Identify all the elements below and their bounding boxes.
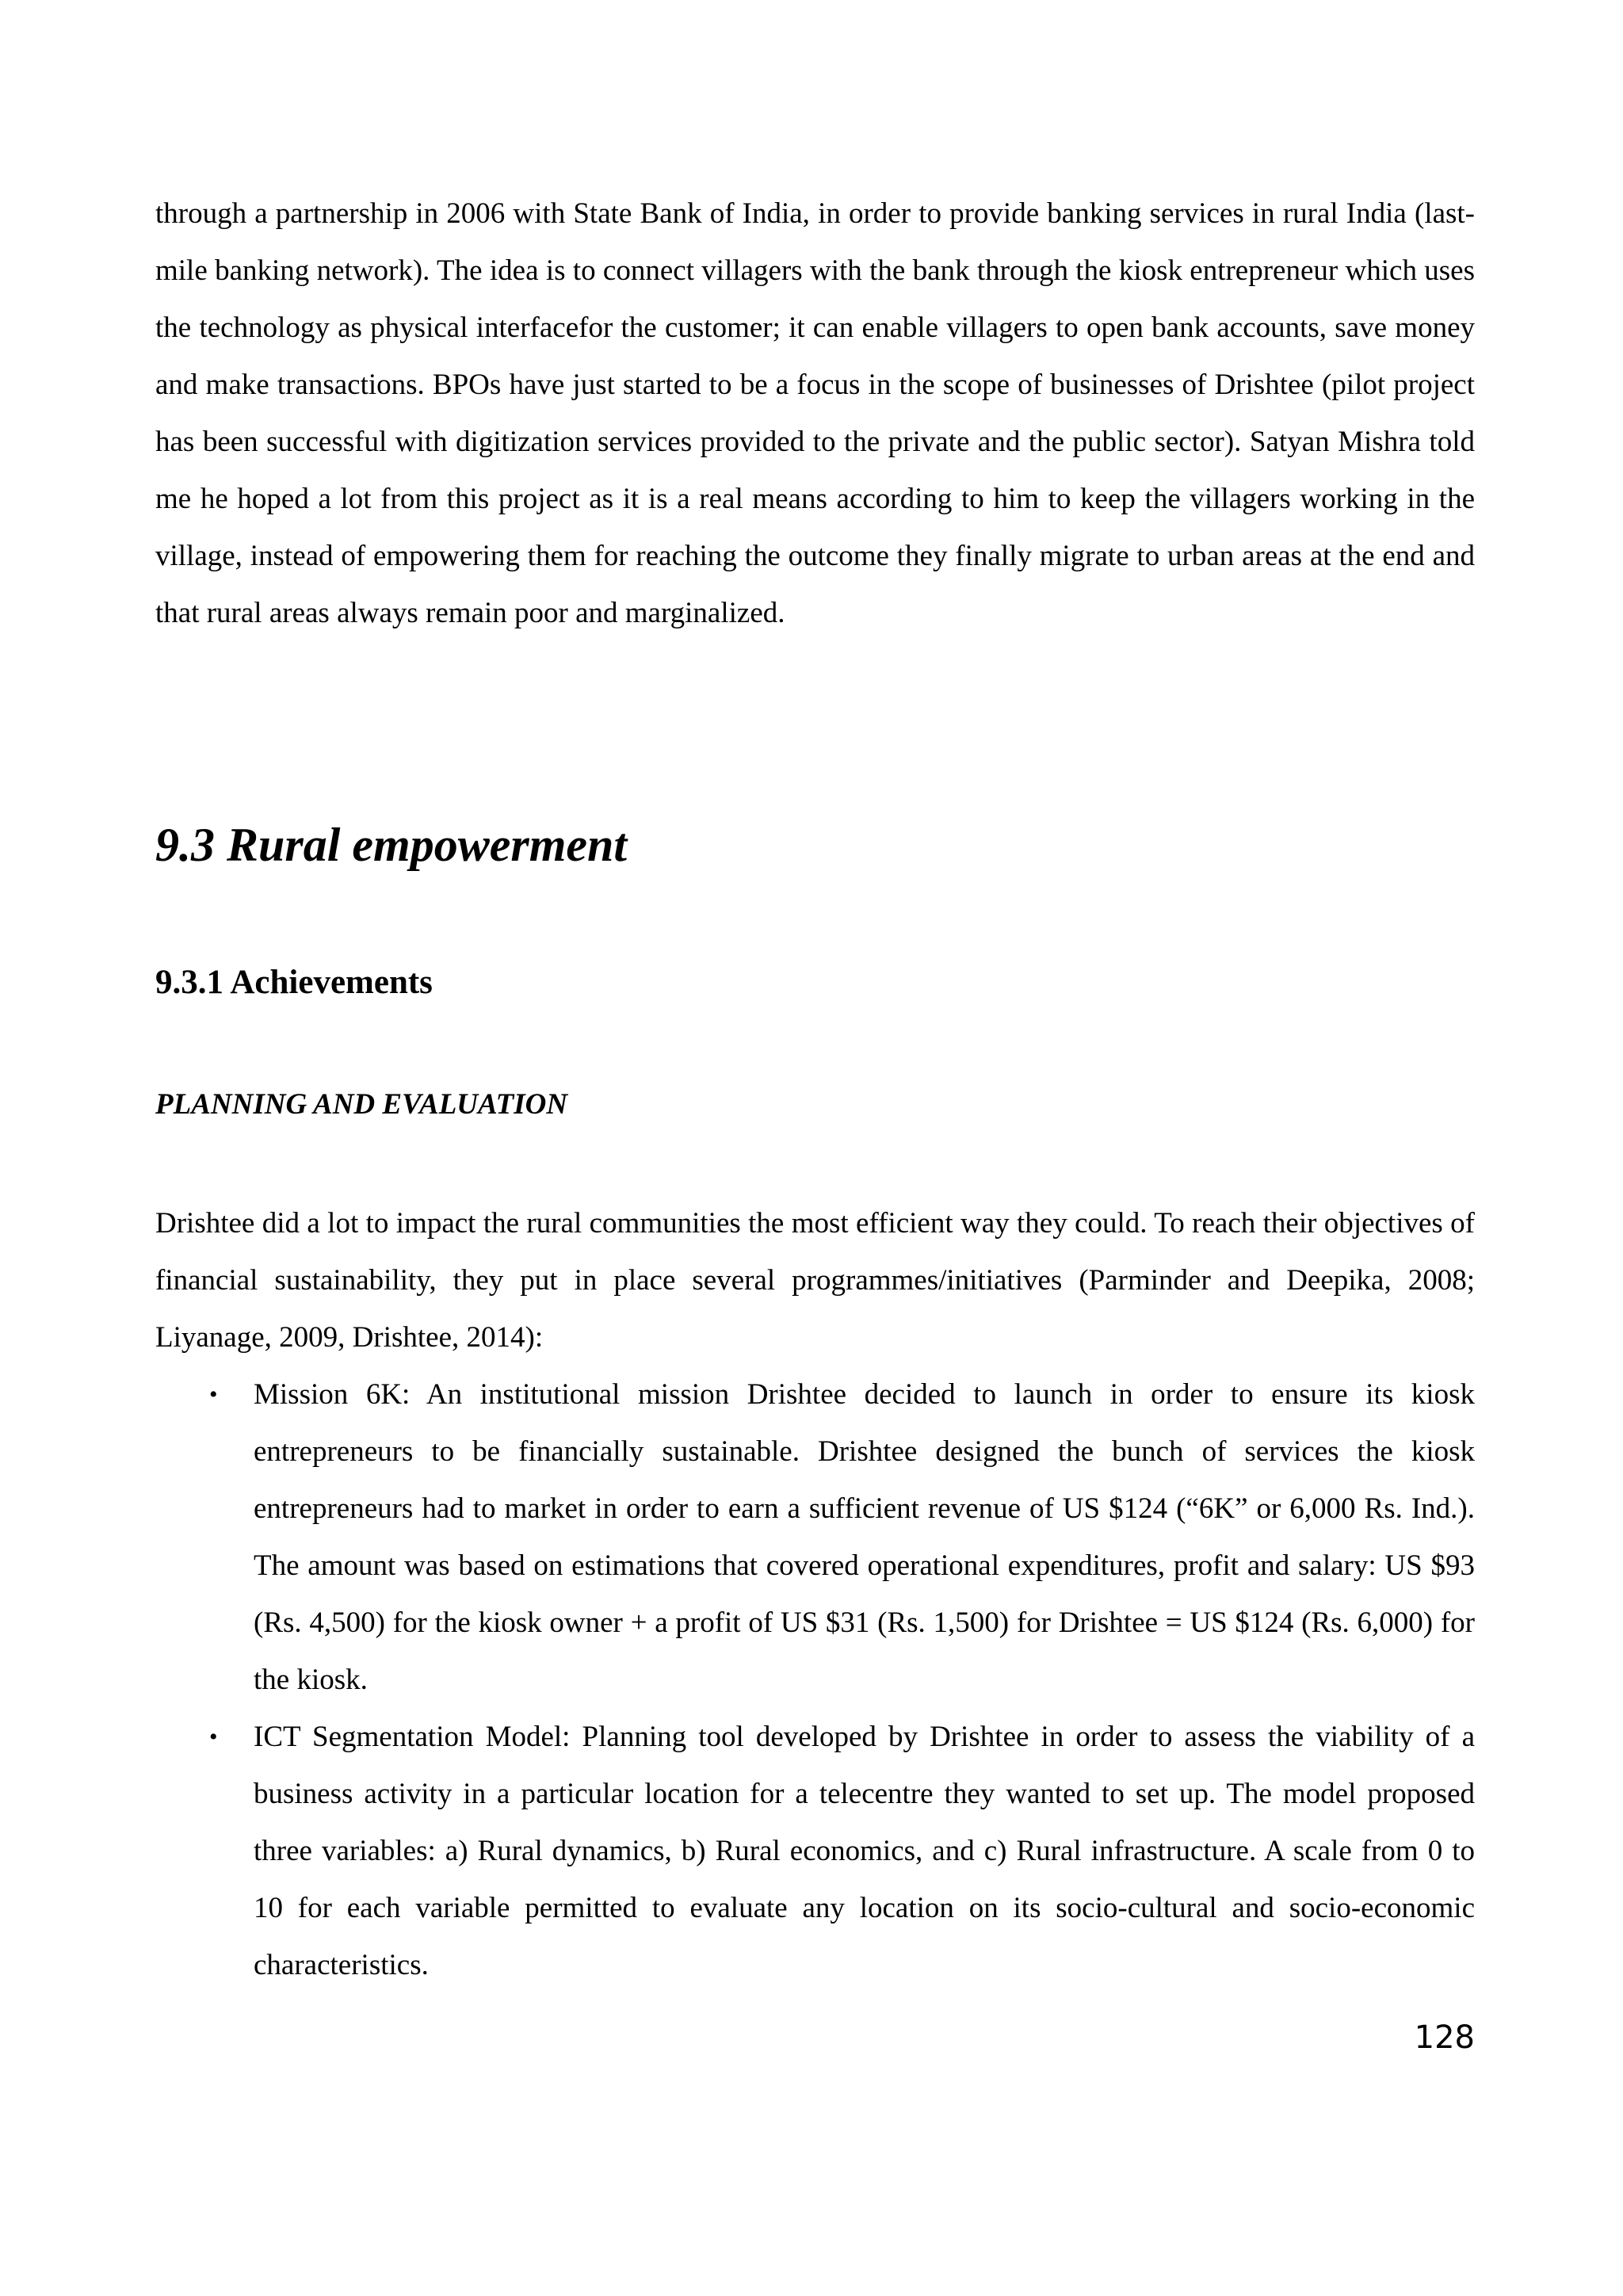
page-number: 128	[1414, 2019, 1475, 2056]
bullet-icon: •	[209, 1381, 218, 1408]
section-heading: 9.3 Rural empowerment	[155, 819, 628, 871]
planning-evaluation-heading: PLANNING AND EVALUATION	[155, 1088, 568, 1121]
list-item-ict-segmentation	[155, 1709, 1475, 1994]
bullet-icon: •	[209, 1724, 218, 1750]
intro-paragraph: through a partnership in 2006 with State Bank of India, in order to provide banking services in rural India (last-mile banking network). The idea is to connect villagers with the bank through the kiosk entrepreneur which uses the technology as physical interfacefor the customer; it can enable villagers to open bank accounts, save money and make transactions. BPOs have just started to be a focus in the scope of businesses of Drishtee (pilot project has been successful with digitization services provided to the private and the public sector). Satyan Mishra told me he hoped a lot from this project as it is a real means according to him to keep the villagers working in the village, instead of empowering them for reaching the outcome they finally migrate to urban areas at the end and that rural areas always remain poor and marginalized.	[155, 197, 1475, 629]
bullet-list	[155, 1366, 1475, 1994]
list-item-text: ICT Segmentation Model: Planning tool developed by Drishtee in order to assess the viability of a business activity in a particular location for a telecentre they wanted to set up. The model proposed three variables: a) Rural dynamics, b) Rural economics, and c) Rural infrastructure. A scale from 0 to 10 for each variable permitted to evaluate any location on its socio-cultural and socio-economic characteristics.	[254, 1721, 1475, 1981]
main-paragraph: Drishtee did a lot to impact the rural communities the most efficient way they could. To reach their objectives of financial sustainability, they put in place several programmes/initiatives (Parminder and Deepika, 2008; Liyanage, 2009, Drishtee, 2014):	[155, 1207, 1475, 1354]
list-item-mission-6k	[155, 1366, 1475, 1709]
list-item-text: Mission 6K: An institutional mission Drishtee decided to launch in order to ensure its kiosk entrepreneurs to be financially sustainable. Drishtee designed the bunch of services the kiosk entrepreneurs had to market in order to earn a sufficient revenue of US $124 (“6K” or 6,000 Rs. Ind.). The amount was based on estimations that covered operational expenditures, profit and salary: US $93 (Rs. 4,500) for the kiosk owner + a profit of US $31 (Rs. 1,500) for Drishtee = US $124 (Rs. 6,000) for the kiosk.	[254, 1378, 1475, 1696]
subsection-heading: 9.3.1 Achievements	[155, 964, 433, 1001]
